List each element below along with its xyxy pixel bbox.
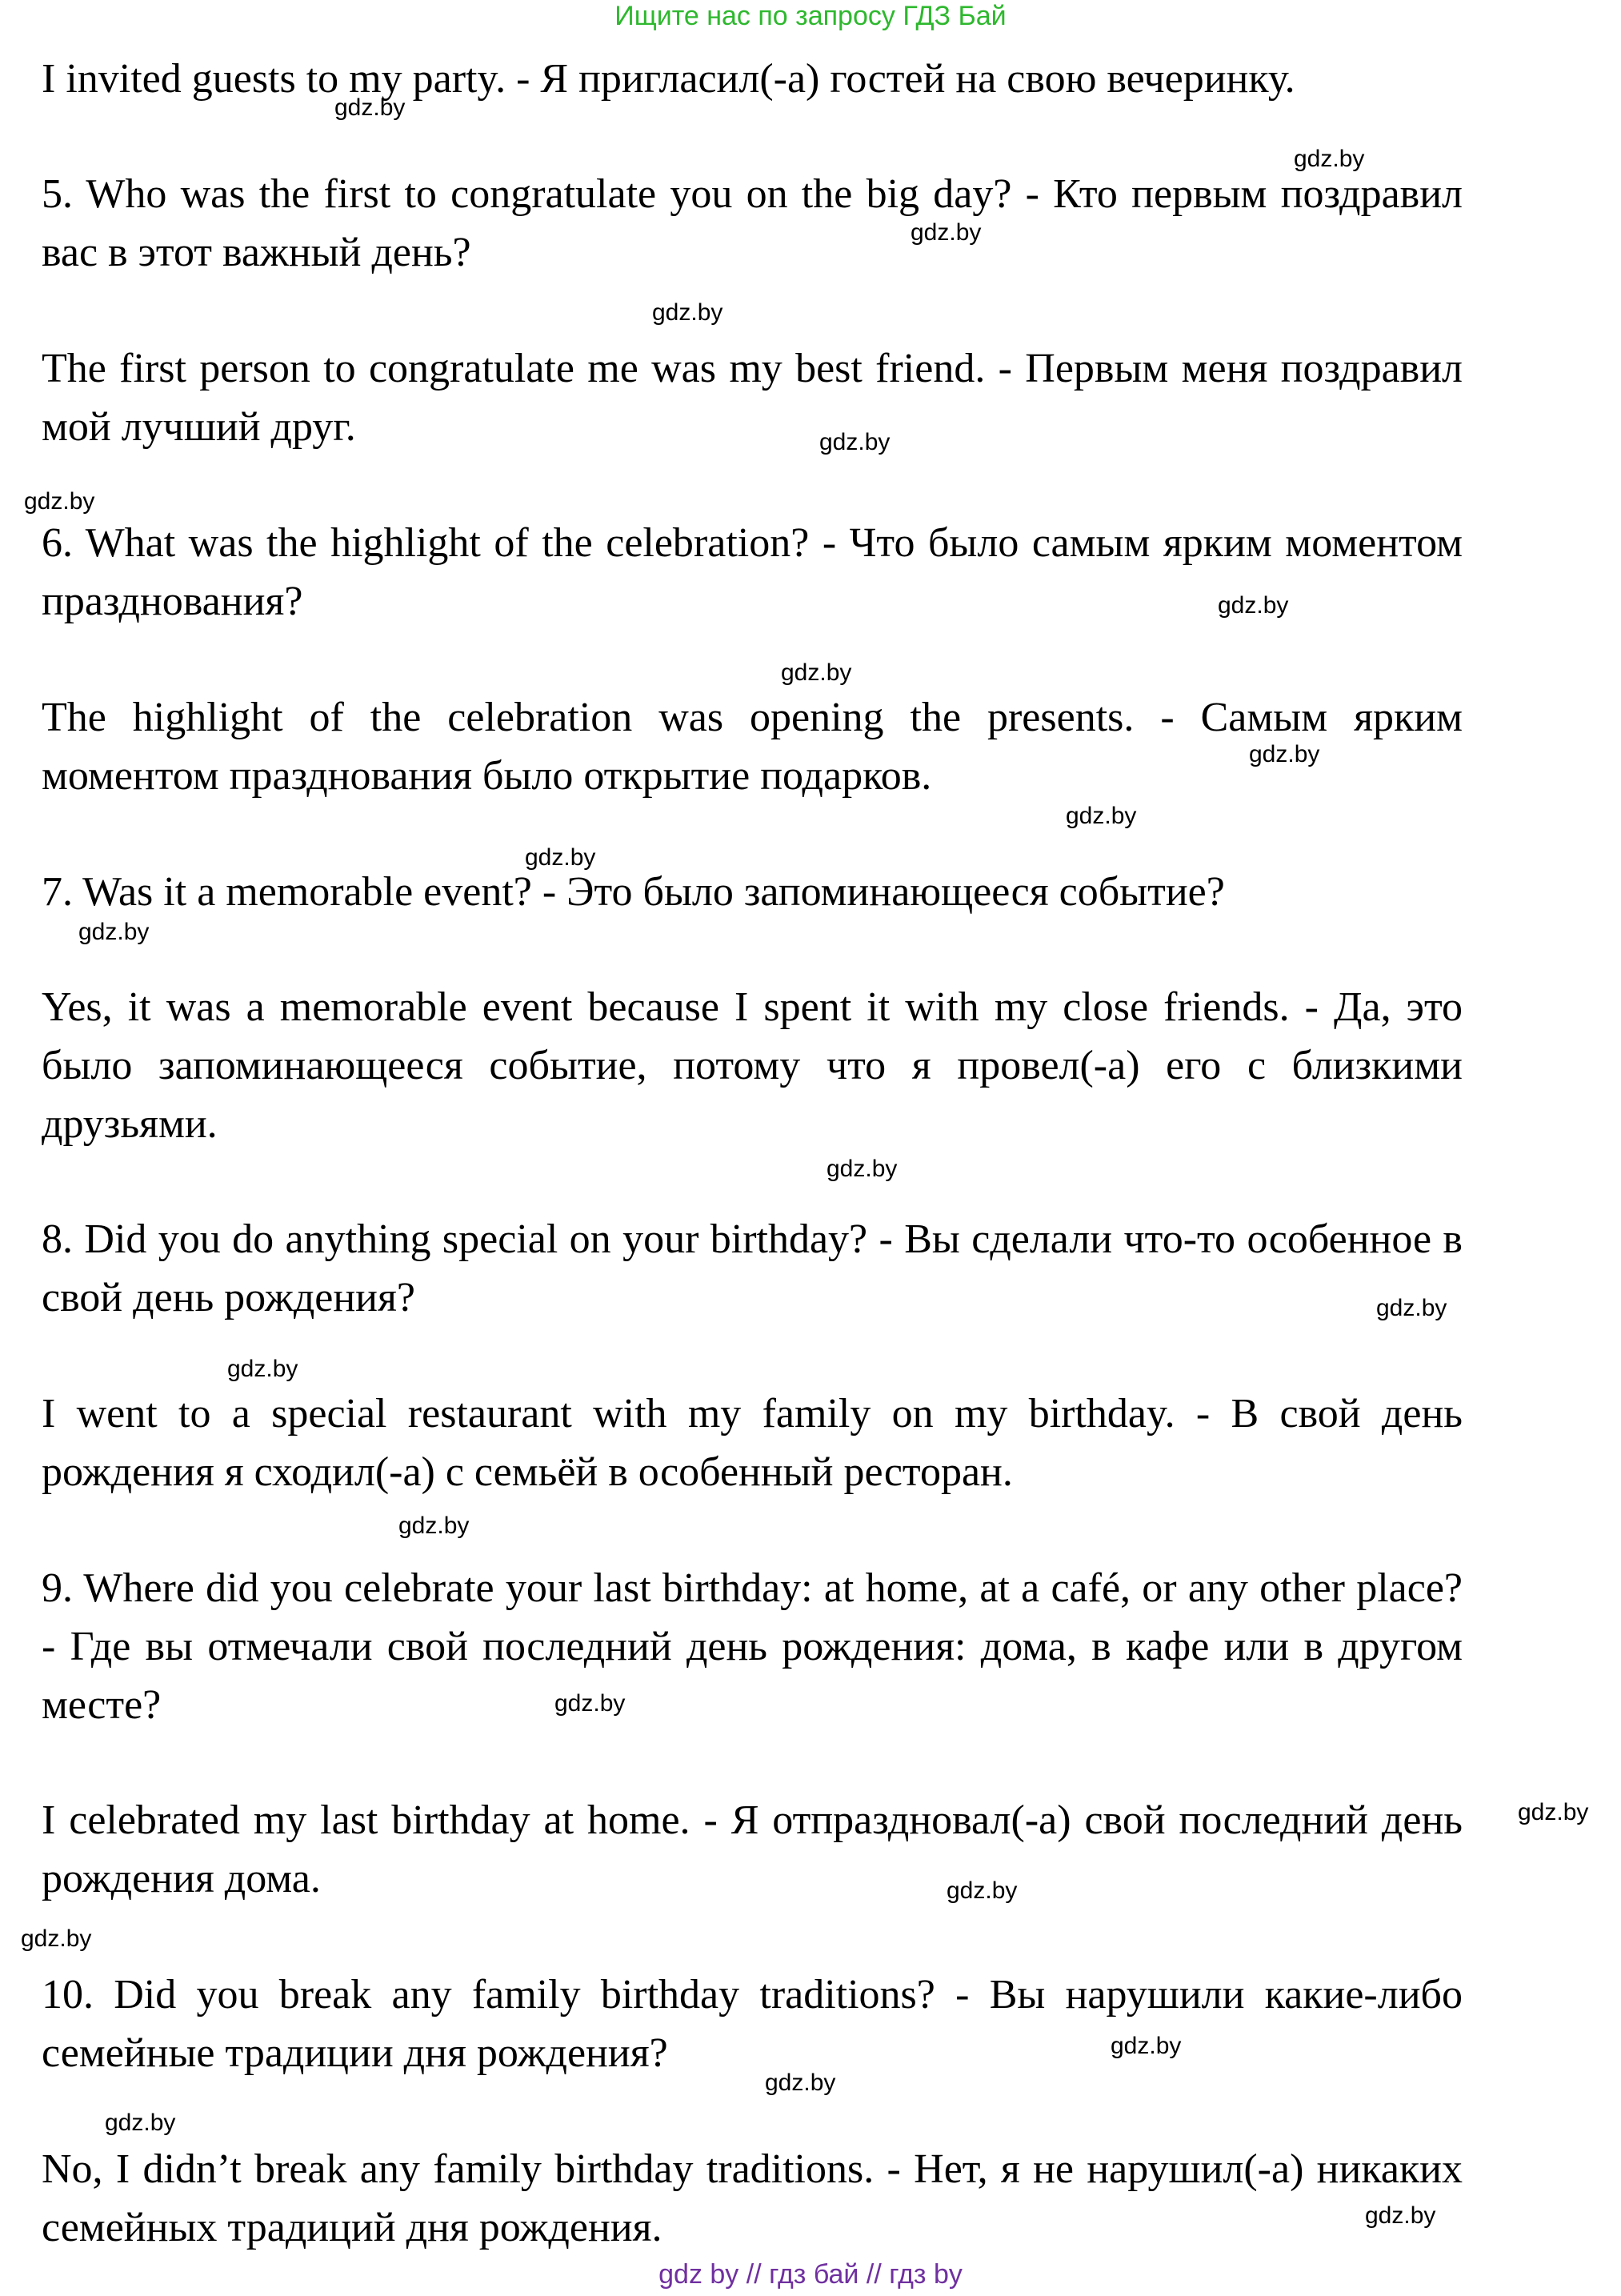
watermark-text: gdz.by: [1518, 1799, 1589, 1825]
footer-links: gdz by // гдз бай // гдз by: [658, 2259, 963, 2290]
answer-4: I invited guests to my party. - Я пригласил(-а) гостей на свою вечеринку.: [42, 56, 1295, 102]
watermark-text: gdz.by: [21, 1925, 92, 1952]
top-banner: Ищите нас по запросу ГДЗ Бай: [614, 1, 1007, 31]
watermark-text: gdz.by: [78, 919, 150, 945]
watermark-text: gdz.by: [24, 488, 95, 515]
watermark-text: gdz.by: [525, 844, 596, 871]
watermark-text: gdz.by: [554, 1690, 626, 1717]
watermark-text: gdz.by: [947, 1877, 1018, 1904]
question-5: 5. Who was the first to congratulate you on the big day? - Кто первым поздравил вас в этот важный день?: [42, 171, 1463, 275]
watermark-text: gdz.by: [1111, 2033, 1182, 2059]
watermark-text: gdz.by: [398, 1513, 470, 1539]
watermark-text: gdz.by: [1218, 592, 1289, 619]
watermark-text: gdz.by: [1066, 803, 1137, 829]
watermark-text: gdz.by: [1294, 146, 1365, 172]
question-7: 7. Was it a memorable event? - Это было запоминающееся событие?: [42, 869, 1225, 915]
watermark-text: gdz.by: [105, 2110, 176, 2136]
question-8: 8. Did you do anything special on your birthday? - Вы сделали что-то особенное в свой день рождения?: [42, 1216, 1463, 1320]
watermark-text: gdz.by: [819, 429, 891, 455]
watermark-text: gdz.by: [1365, 2202, 1436, 2229]
watermark-text: gdz.by: [1376, 1295, 1447, 1321]
answer-8: I went to a special restaurant with my family on my birthday. - В свой день рождения я сходил(-а) с семьёй в особенный ресторан.: [42, 1391, 1463, 1495]
watermark-text: gdz.by: [911, 219, 982, 246]
answer-7: Yes, it was a memorable event because I spent it with my close friends. - Да, это было запоминающееся событие, потому что я провел(-а) его с близкими друзьями.: [42, 984, 1463, 1147]
answer-10: No, I didn’t break any family birthday traditions. - Нет, я не нарушил(-а) никаких семейных традиций дня рождения.: [42, 2146, 1463, 2250]
watermark-text: gdz.by: [227, 1356, 298, 1382]
answer-6: The highlight of the celebration was opening the presents. - Самым ярким моментом празднования было открытие подарков.: [42, 695, 1463, 799]
question-9: 9. Where did you celebrate your last birthday: at home, at a café, or any other place? - Где вы отмечали свой последний день рождения: дома, в кафе или в другом месте?: [42, 1565, 1463, 1728]
answer-9: I celebrated my last birthday at home. - Я отпраздновал(-а) свой последний день рождения дома.: [42, 1797, 1463, 1901]
watermark-text: gdz.by: [334, 94, 406, 121]
watermark-text: gdz.by: [652, 299, 723, 326]
question-6: 6. What was the highlight of the celebration? - Что было самым ярким моментом празднования?: [42, 520, 1463, 624]
watermark-text: gdz.by: [827, 1156, 898, 1182]
question-10: 10. Did you break any family birthday traditions? - Вы нарушили какие-либо семейные традиции дня рождения?: [42, 1972, 1463, 2076]
watermark-text: gdz.by: [1249, 741, 1320, 767]
watermark-text: gdz.by: [781, 659, 852, 686]
answer-5: The first person to congratulate me was my best friend. - Первым меня поздравил мой лучший друг.: [42, 346, 1463, 450]
watermark-text: gdz.by: [765, 2070, 836, 2096]
